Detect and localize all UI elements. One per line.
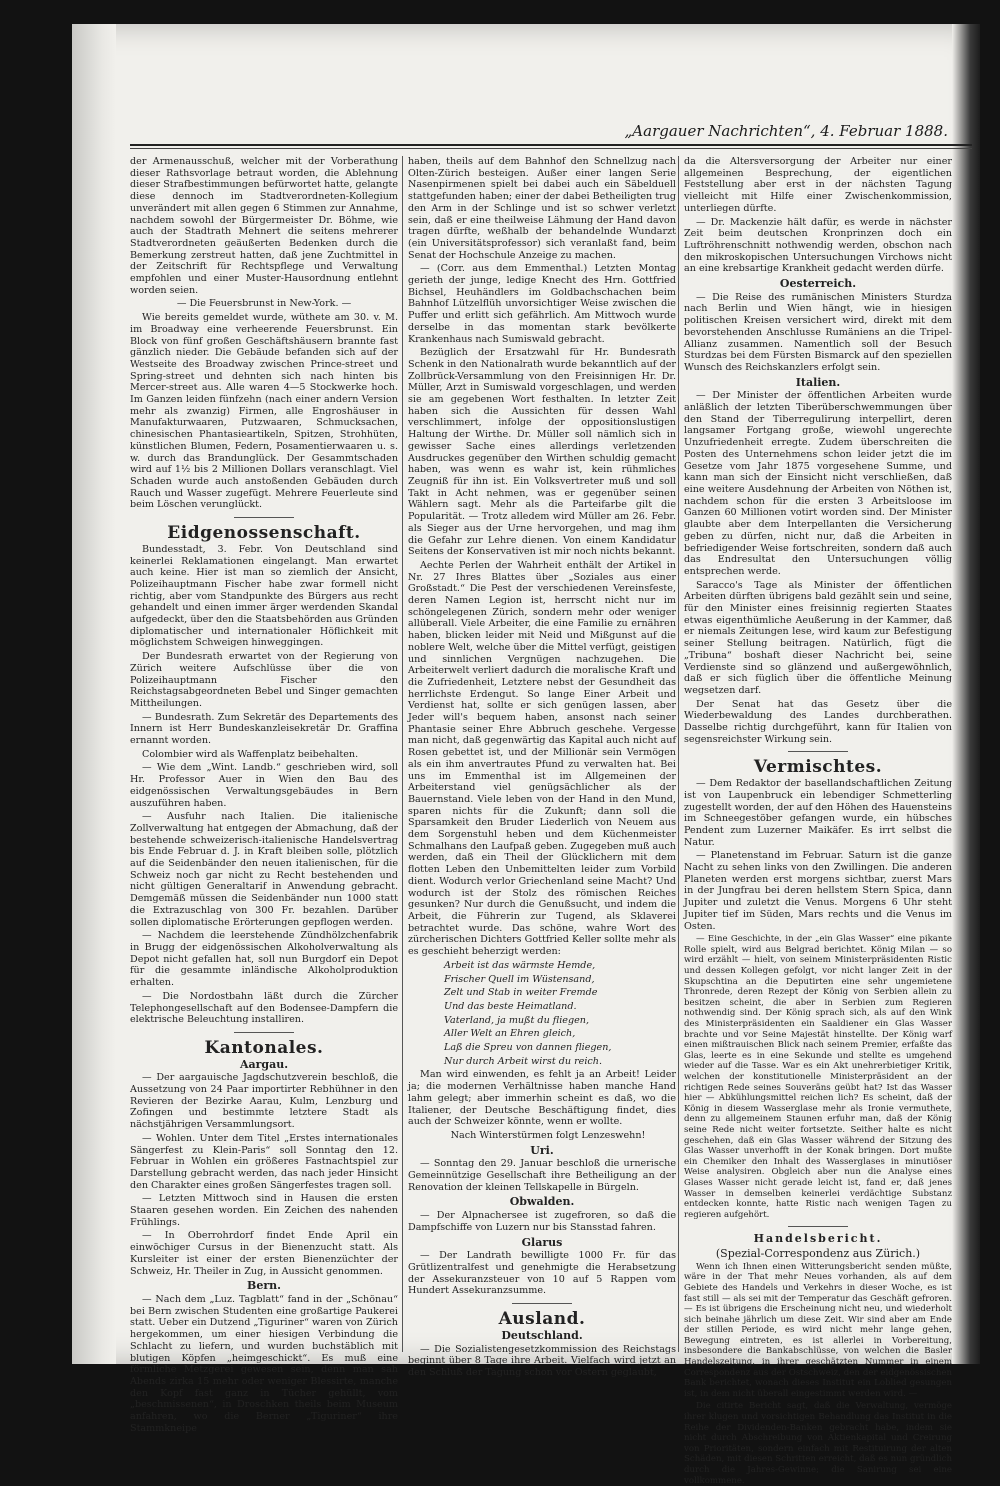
- article-text: — Planetenstand im Februar. Saturn ist die ganze Nacht zu sehen links von den Zwillingen. Die anderen Planeten werden erst morgens sichtbar, zuerst Mars in der Jungfrau bei deren hellstem Stern Spica, dann Jupiter und zuletzt die Venus. Morgens 6 Uhr steht Jupiter tief im Süden, Mars rechts und die Venus im Osten.: [684, 850, 952, 932]
- page-edge-shadow: [952, 24, 980, 1364]
- poem-line: Aller Welt an Ehren gleich,: [444, 1028, 576, 1040]
- subsection-heading: Bern.: [247, 1279, 281, 1293]
- newspaper-page: [72, 24, 980, 1486]
- article-text: — (Corr. aus dem Emmenthal.) Letzten Montag gerieth der junge, ledige Knecht des Hrn. Gottfried Bichsel, Heuhändlers im Goldbachschachen beim Bahnhof Lützelflüh unvorsichtiger Weise zwischen die Puffer und erlitt sich gefährlich. Am Mittwoch wurde derselbe in das momentan stark bevölkerte Krankenhaus nach Sumiswald gebracht.: [408, 263, 676, 345]
- article-title: — Die Feuersbrunst in New-York. —: [176, 298, 352, 310]
- divider: [788, 751, 848, 752]
- article-text: — Der Minister der öffentlichen Arbeiten wurde anläßlich der letzten Tiberüberschwemmungen über den Stand der Tiberregulirung interpellirt, deren langsamer Fortgang große, wiewohl ungerechte Unzufriedenheit erregte. Zudem überschreiten die Posten des Unternehmens schon leider jetzt die im Gesetze vom Jahr 1875 vorgesehene Summe, und kann man sich der Einsicht nicht verschließen, daß eine weitere Ausdehnung der Arbeiten von Nöthen ist, nachdem schon für die ersten 3 Arbeitsloose im Ganzen 60 Millionen votirt worden sind. Der Minister glaubte aber dem Interpellanten die Versicherung geben zu dürfen, nicht nur, daß die Arbeiten in befriedigender Weise fortschreiten, sondern daß auch das Endresultat den Untersuchungen völlig entsprechen werde.: [684, 390, 952, 577]
- column-separator: [678, 156, 679, 1352]
- column-2: [408, 156, 676, 1378]
- subsection-heading: Aargau.: [239, 1057, 289, 1071]
- page-header: [130, 122, 972, 146]
- column-3: [684, 156, 952, 1486]
- article-text: Die citirte Bericht sagt, daß die Verwaltung, vermöge ihrer klugen und vorsichtigen Behandlung das Institut in die Reihe der Dividenden-Banken gebracht habe, indem sie nicht durch Abschreibung von Aktienkapital und Creirung von Prioritäten, sondern einfach mit Restituirung der alten Schäden, mit diesen Schritten erreicht, daß es nun gründlich durch die Jahres-Gewinne; die Sanirung sei eine vollkommene.: [684, 1401, 952, 1486]
- section-heading: Kantonales.: [204, 1037, 324, 1058]
- article-text: — Dem Redaktor der basellandschaftlichen Zeitung ist von Laupenbruck ein lebendiger Schmetterling zugestellt worden, der auf den Höhen des Hauensteins im Schneegestöber gefangen wurde, ein hübsches Pendent zum Luzerner Maikäfer. Es irrt selbst die Natur.: [684, 778, 952, 848]
- article-text: — Der aargauische Jagdschutzverein beschloß, die Aussetzung von 24 Paar importirter Rebhühner in den Revieren der Bezirke Aarau, Kulm, Lenzburg und Zofingen und bestimmte letztere Stadt als nächstjährigen Versammlungsort.: [130, 1072, 398, 1131]
- header-rule: [130, 148, 972, 149]
- subsection-heading: (Spezial-Correspondenz aus Zürich.): [715, 1247, 921, 1261]
- column-separator: [402, 156, 403, 1352]
- subsection-heading: Oesterreich.: [779, 277, 857, 291]
- header-title: „Aargauer Nachrichten“, 4. Februar 1888.: [624, 122, 948, 140]
- section-heading: Eidgenossenschaft.: [167, 523, 361, 544]
- article-text: — Sonntag den 29. Januar beschloß die urnerische Gemeinnützige Gesellschaft ihre Betheiligung an der Renovation der kleinen Tellskapelle in Bürgeln.: [408, 1158, 676, 1193]
- article-text: Wenn ich Ihnen einen Witterungsbericht senden müßte, wäre in der That mehr Neues vorhanden, als auf dem Gebiete des Handels und Verkehrs in dieser Woche, es ist fast still — als sei mit der Temperatur das Geschäft gefroren. — Es ist übrigens die Erscheinung nicht neu, und wiederholt sich beinahe jährlich um diese Zeit. Wir sind aber am Ende der stillen Periode, es wird nicht mehr lange gehen, Bewegung eintreten, es ist allerlei in Vorbereitung, insbesondere die Bankabschlüsse, von welchen die Basler Handelszeitung, in ihrer geschätzten Nummer in einem Correspondenz aus der Ostschweiz, den der eidgenössischen Bank berichtet, wonach dieses Institut ein Loblied gesungen ist, in dem nicht überall eingestimmt werden wird. —: [684, 1261, 952, 1399]
- page-binding: [72, 24, 116, 1364]
- divider: [512, 1303, 572, 1304]
- article-text: — Die Reise des rumänischen Ministers Sturdza nach Berlin und Wien hängt, wie in hiesigen politischen Kreisen versichert wird, direkt mit dem bevorstehenden Anschlusse Rumäniens an die Tripel-Allianz zusammen. Namentlich soll der Besuch Sturdzas bei dem Fürsten Bismarck auf den speziellen Wunsch des Reichskanzlers erfolgt sein.: [684, 291, 952, 373]
- article-text: haben, theils auf dem Bahnhof den Schnellzug nach Olten-Zürich besteigen. Außer einer langen Serie Nasenpirmenen spielt bei dabei auch ein Säbelduell stattgefunden haben; einer der dabei Betheiligten trug den Arm in der Schlinge und ist so schwer verletzt sein, daß er eine theilweise Lähmung der Hand davon tragen dürfte, weßhalb der behandelnde Wundarzt (ein Universitätsprofessor) sich veranlaßt fand, beim Senat der Hochschule Anzeige zu machen.: [408, 156, 676, 261]
- column-1: [130, 156, 398, 1434]
- poem-line: Und das beste Heimatland.: [444, 1000, 577, 1012]
- poem-line: Laß die Spreu von dannen fliegen,: [444, 1042, 612, 1054]
- article-text: — Dr. Mackenzie hält dafür, es werde in nächster Zeit beim deutschen Kronprinzen doch ein Luftröhrenschnitt nothwendig werden, obschon nach den mikroskopischen Untersuchungen Virchows nicht an eine krebsartige Krankheit gedacht werden dürfe.: [684, 216, 952, 275]
- article-text: Nach Winterstürmen folgt Lenzeswehn!: [450, 1129, 646, 1141]
- article-text: — Eine Geschichte, in der „ein Glas Wasser“ eine pikante Rolle spielt, wird aus Belgrad berichtet. König Milan — so wird erzählt — hielt, von seinem Ministerpräsidenten Ristic und dessen Kollegen gefolgt, vor nicht langer Zeit in der Skupschtina an die Deputirten eine sehr ungemietene Thronrede, deren Rezept der König von Serbien allein zu besitzen scheint, die aber in Serbien zum Regieren nothwendig sind. Der König sprach sich, als auf den Wink des Ministerpräsidenten ein Saaldiener ein Glas Wasser brachte und vor Seine Majestät hinstellte. Der König warf einen mißtrauischen Blick nach seinem Premier, erfaßte das Glas, leerte es in eine Sekunde und stellte es umgehend wieder auf die Tasse. War es ein Akt unehrerbietiger Kritik, welchen der konstitutionelle Ministerpräsident an der richtigen Rede seines Souveräns geübt hat? Ist das Wasser hier — Abkühlungsmittel reichen lich? Es scheint, daß der König in diesem Wasserglase mehr als Ironie vermuthete, denn zu allgemeinem Staunen erfuhr man, daß der König seine Rede nicht weiter fortsetzte. Seither halte es nicht geschehen, daß ein Glas Wasser während der Sitzung des Glas Wasser unverhofft in der Konak bringen. Dort mußte ein Chemiker den Inhalt des Wasserglases in minutiöser Weise analysiren. Obgleich aber nun die Analyse eines Glases Wasser nicht gerade leicht ist, fand er, daß jenes Wasser in demselben keinerlei verdächtige Substanz entdecken konnte, hatte Ristic nach wenigen Tagen zu regieren aufgehört.: [684, 934, 952, 1220]
- poem-line: Vaterland, ja mußt du fliegen,: [444, 1014, 589, 1026]
- section-heading: Vermischtes.: [753, 757, 883, 778]
- article-text: — Nach dem „Luz. Tagblatt“ fand in der „Schönau“ bei Bern zwischen Studenten eine großartige Paukerei statt. Ueber ein Dutzend „Tiguriner“ waren von Zürich hergekommen, um einer hiesigen Verbindung die Schlacht zu liefern, und wurden buchstäblich mit blutigen Köpfen „heimgeschickt“. Es muß eine förmliche Metzgerei gewesen sein, denn man sah Abends zirka 15 mehr oder weniger Blessirte, manche den Kopf fast ganz in Tücher gehüllt, vom „beschmissenen“, in Droschken theils beim Museum anfahren, wo die Berner „Tiguriner“ ihre Stammkneipe: [130, 1293, 398, 1434]
- article-text: — Die Sozialistengesetzkommission des Reichstags beginnt über 8 Tage ihre Arbeit. Vielfach wird jetzt an den Schluß der Tagung schon vor Ostern geglaubt,: [408, 1343, 676, 1378]
- article-text: — Ausfuhr nach Italien. Die italienische Zollverwaltung hat entgegen der Abmachung, daß der bestehende schweizerisch-italienische Handelsvertrag bis Ende Februar d. J. in Kraft bleiben solle, plötzlich auf die Seidenbänder den neuen italienischen, für die Schweiz noch gar nicht zu Recht bestehenden und nicht gültigen Generaltarif in Anwendung gebracht. Demgemäß müssen die Seidenbänder nun 1000 statt die Extrazuschlag von 300 Fr. bezahlen. Darüber sollen diplomatische Erörterungen gepflogen werden.: [130, 811, 398, 928]
- article-text: Bundesstadt, 3. Febr. Von Deutschland sind keinerlei Reklamationen eingelangt. Man erwartet auch keine. Hier ist man so ziemlich der Ansicht, Polizeihauptmann Fischer habe zwar formell nicht richtig, aber vom Standpunkte des Bürgers aus recht gehandelt und einen immer ärger werdenden Skandal aufgedeckt, über den die Staatsbehörden aus Gründen diplomatischer und internationaler Höflichkeit mit möglichstem Schweigen hinweggingen.: [130, 543, 398, 649]
- poem-line: Nur durch Arbeit wirst du reich.: [444, 1055, 603, 1067]
- poem-line: Arbeit ist das wärmste Hemde,: [444, 959, 596, 971]
- section-heading: Handelsbericht.: [753, 1232, 883, 1246]
- poem-line: Zelt und Stab in weiter Fremde: [444, 987, 598, 999]
- article-text: — In Oberrohrdorf findet Ende April ein einwöchiger Cursus in der Bienenzucht statt. Als Kursleiter ist einer der ersten Bienenzüchter der Schweiz, Hr. Theiler in Zug, in Aussicht genommen.: [130, 1230, 398, 1277]
- article-text: — Der Landrath bewilligte 1000 Fr. für das Grütlizentralfest und genehmigte die Herabsetzung der Assekuranzsteuer von 10 auf 5 Rappen vom Hundert Assekuranzsumme.: [408, 1250, 676, 1297]
- article-text: — Der Alpnachersee ist zugefroren, so daß die Dampfschiffe von Luzern nur bis Stansstad fahren.: [408, 1210, 676, 1233]
- subsection-heading: Obwalden.: [509, 1195, 575, 1209]
- article-text: — Die Nordostbahn läßt durch die Zürcher Telephongesellschaft auf den Bodensee-Dampfern die elektrische Beleuchtung installiren.: [130, 990, 398, 1026]
- article-text: Aechte Perlen der Wahrheit enthält der Artikel in Nr. 27 Ihres Blattes über „Soziales aus einer Großstadt.“ Die Pest der verschiedenen Vereinsfeste, deren Namen Legion ist, herrscht nicht nur im schöngelegenen Zürich, sondern mehr oder weniger allüberall. Viele Arbeiter, die eine Familie zu ernähren haben, blicken leider mit Neid und Mißgunst auf die noblere Welt, welche über die Mittel verfügt, geistigen und sinnlichen Vergnügen nachzugehen. Die Arbeiterwelt verliert dadurch die moralische Kraft und die Zufriedenheit, Letztere nebst der Gesundheit das herrlichste Erdengut. So lange Einer Arbeit und Verdienst hat, sollte er sich genügen lassen, aber Jeder will's bequem haben, ansonst nach seiner Phantasie seiner Ehre Abbruch geschehe. Vergesse man nicht, daß gegenwärtig das Kapital auch nicht auf Rosen gebettet ist, und der Millionär sein Vermögen als ein ihm anvertrautes Pfund zu verwalten hat. Bei uns im Emmenthal ist im Allgemeinen der Arbeiterstand viel genügsächlicher als der Bauernstand. Viele leben von der Hand in den Mund, sparen nichts für die Zukunft; dann soll die Sparsamkeit den Bruder Liederlich von Neuem aus dem Sorgenstuhl heben und dem Küchenmeister Schmalhans den Laufpaß geben. Zugegeben muß auch werden, daß ein Theil der Glücklichern mit dem flotten Leben den Unbemittelten leider zum Vorbild dient. Wodurch verlor Griechenland seine Macht? Und wodurch ist der Stolz des römischen Reiches gesunken? Nur durch die Genußsucht, und indem die Arbeit, die Führerin zur Tugend, als Sklaverei betrachtet wurde. Das schöne, wahre Wort des zürcherischen Dichters Gottfried Keller sollte mehr als es geschieht beherzigt werden:: [408, 559, 676, 958]
- poem-line: Frischer Quell im Wüstensand,: [444, 973, 595, 985]
- article-text: Der Senat hat das Gesetz über die Wiederbewaldung des Landes durchberathen. Dasselbe richtig durchgeführt, kann für Italien von segensreichster Wirkung sein.: [684, 698, 952, 745]
- divider: [234, 517, 294, 518]
- article-text: da die Altersversorgung der Arbeiter nur einer allgemeinen Besprechung, der eigentlichen Feststellung aber erst in der nächsten Tagung vielleicht mit Hilfe einer Zwischenkommission, unterliegen dürfte.: [684, 156, 952, 214]
- article-text: — Bundesrath. Zum Sekretär des Departements des Innern ist Herr Bundeskanzleisekretär Dr. Graffina ernannt worden.: [130, 711, 398, 747]
- subsection-heading: Uri.: [530, 1143, 554, 1157]
- article-text: Saracco's Tage als Minister der öffentlichen Arbeiten dürften übrigens bald gezählt sein und seine, für den Minister eines freisinnig regierten Staates etwas eigenthümliche Aeußerung in der Kammer, daß er niemals Zeitungen lese, wird kaum zur Befestigung seiner Stellung beitragen. Natürlich, fügt die „Tribuna“ boshaft dieser Nachricht bei, seine Verdienste sind so glänzend und außergewöhnlich, daß er sich füglich über die öffentliche Meinung wegsetzen darf.: [684, 579, 952, 696]
- subsection-heading: Deutschland.: [501, 1328, 583, 1342]
- divider: [234, 1032, 294, 1033]
- article-text: der Armenausschuß, welcher mit der Vorberathung dieser Rathsvorlage betraut worden, die Ablehnung dieser Strafbestimmungen befürwortet hatte, gelangte diese dennoch im Stadtverordneten-Kollegium unverändert mit allen gegen 6 Stimmen zur Annahme, nachdem sowohl der Bürgermeister Dr. Böhme, wie auch der Stadtrath Mehnert die seitens mehrerer Stadtverordneten geäußerten Bedenken durch die Bemerkung zerstreut hatten, daß jene Zuchtmittel in der Zeitschrift für Rechtspflege und Verwaltung empfohlen und einer Muster-Hausordnung entlehnt worden seien.: [130, 156, 398, 296]
- article-text: Bezüglich der Ersatzwahl für Hr. Bundesrath Schenk in den Nationalrath wurde bekanntlich auf der Zollbrück-Versammlung von den Freisinnigen Hr. Dr. Müller, Arzt in Sumiswald vorgeschlagen, und werden sie am gegebenen Wort festhalten. In letzter Zeit haben sich die Aussichten für dessen Wahl verschlimmert, infolge der oppositionslustigen Haltung der Wirthe. Dr. Müller soll nämlich sich in gewisser Sache eines allerdings verletzenden Ausdruckes gegenüber den Wirthen schuldig gemacht haben, was wenn es wahr ist, kein rühmliches Zeugniß für ihn ist. Ein Volksvertreter muß und soll Takt in Acht nehmen, was er gegenüber seinen Wählern sagt. Mehr als die Parteifarbe gilt die Popularität. — Trotz alledem wird Müller am 26. Febr. als Sieger aus der Urne hervorgehen, und mag ihm die Gefahr zur Lehre dienen. Von einem Kandidatur Seitens der Konservativen ist mir noch nichts bekannt.: [408, 347, 676, 558]
- section-heading: Ausland.: [498, 1309, 586, 1330]
- article-text: — Letzten Mittwoch sind in Hausen die ersten Staaren gesehen worden. Ein Zeichen des nahenden Frühlings.: [130, 1193, 398, 1228]
- article-text: Man wird einwenden, es fehlt ja an Arbeit! Leider ja; die modernen Verhältnisse haben manche Hand lahm gelegt; aber immerhin scheint es daß, wo die Italiener, der Deutsche Beschäftigung findet, dies auch der Schweizer könnte, wenn er wollte.: [408, 1069, 676, 1128]
- article-text: — Wie dem „Wint. Landb.“ geschrieben wird, soll Hr. Professor Auer in Wien den Bau des eidgenössischen Verwaltungsgebäudes in Bern auszuführen haben.: [130, 762, 398, 809]
- divider: [788, 1226, 848, 1227]
- article-text: Der Bundesrath erwartet von der Regierung von Zürich weitere Aufschlüsse über die von Polizeihauptmann Fischer den Reichstagsabgeordneten Bebel und Singer gemachten Mittheilungen.: [130, 651, 398, 709]
- subsection-heading: Glarus: [521, 1235, 563, 1249]
- article-text: — Wohlen. Unter dem Titel „Erstes internationales Sängerfest zu Klein-Paris“ soll Sonntag den 12. Februar in Wohlen ein größeres Fastnachtspiel zur Darstellung gebracht werden, das nach jeder Hinsicht den Charakter eines großen Sängerfestes tragen soll.: [130, 1132, 398, 1191]
- article-text: Colombier wird als Waffenplatz beibehalten.: [142, 748, 359, 760]
- subsection-heading: Italien.: [795, 375, 841, 389]
- article-text: Wie bereits gemeldet wurde, wüthete am 30. v. M. im Broadway eine verheerende Feuersbrunst. Ein Block von fünf großen Geschäftshäusern brannte fast gänzlich nieder. Die Gebäude befanden sich auf der Westseite des Broadway zwischen Prince-street und Spring-street und dehnten sich nach hinten bis Mercer-street aus. Alle waren 4—5 Stockwerke hoch. Im Ganzen leiden fünfzehn (nach einer andern Version mehr als zwanzig) Firmen, alle Engroshäuser in Manufakturwaaren, Putzwaaren, Schmucksachen, chinesischen Phantasieartikeln, Spitzen, Strohhüten, künstlichen Blumen, Federn, Posamentierwaaren u. s. w. durch das Brandunglück. Der Gesammtschaden wird auf 1½ bis 2 Millionen Dollars veranschlagt. Viel Schaden wurde auch anstoßenden Gebäuden durch Rauch und Wasser zugefügt. Mehrere Feuerleute sind beim Löschen verunglückt.: [130, 312, 398, 511]
- article-text: — Nachdem die leerstehende Zündhölzchenfabrik in Brugg der eidgenössischen Alkoholverwaltung als Depot nicht gefallen hat, soll nun Burgdorf ein Depot für die gesammte inländische Alkoholproduktion erhalten.: [130, 930, 398, 989]
